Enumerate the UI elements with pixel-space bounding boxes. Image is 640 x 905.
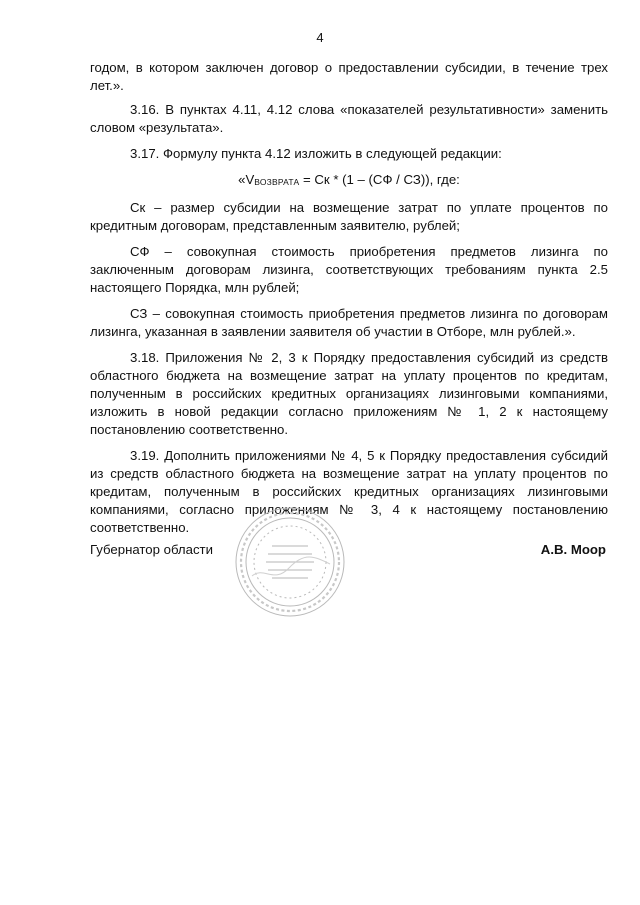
paragraph-3-18: 3.18. Приложения № 2, 3 к Порядку предоставления субсидий из средств областного бюджета на возмещение затрат на уплату процентов по кредитам, полученным в российских кредитных организациях лизинговыми компаниями, изложить в новой редакции согласно приложениям № 1, 2 к настоящему постановлению соответственно. bbox=[90, 350, 608, 437]
document-body bbox=[90, 59, 608, 545]
definition-sz: СЗ – совокупная стоимость приобретения предметов лизинга по договорам лизинга, указанная в заявлении заявителя об участии в Отборе, млн рублей.». bbox=[90, 306, 608, 339]
signature-row bbox=[90, 542, 606, 566]
signatory-name: А.В. Моор bbox=[540, 542, 606, 557]
paragraph-3-17: 3.17. Формулу пункта 4.12 изложить в следующей редакции: bbox=[130, 146, 502, 161]
definition-sf: СФ – совокупная стоимость приобретения предметов лизинга по заключенным договорам лизинга, соответствующих требованиям пункта 2.5 настоящего Порядка, млн рублей; bbox=[90, 244, 608, 295]
formula-prefix: «V bbox=[238, 172, 255, 187]
page-number: 4 bbox=[316, 30, 324, 45]
formula-rest: = Ск * (1 – (СФ / СЗ)), где: bbox=[299, 172, 460, 187]
definition-sk: Ск – размер субсидии на возмещение затрат по уплате процентов по кредитным договорам, представленным заявителю, рублей; bbox=[90, 200, 608, 233]
paragraph-continuation: годом, в котором заключен договор о предоставлении субсидии, в течение трех лет.». bbox=[90, 60, 608, 93]
formula-subscript: ВОЗВРАТА bbox=[254, 177, 300, 187]
paragraph-3-19: 3.19. Дополнить приложениями № 4, 5 к Порядку предоставления субсидий из средств областного бюджета на возмещение затрат на уплату процентов по кредитам, полученным в российских кредитных организациях лизинговыми компаниями, согласно приложениям № 3, 4 к настоящему постановлению соответственно. bbox=[90, 448, 608, 535]
paragraph-3-16: 3.16. В пунктах 4.11, 4.12 слова «показателей результативности» заменить словом «результата». bbox=[90, 102, 608, 135]
formula-line bbox=[90, 171, 608, 191]
signatory-position: Губернатор области bbox=[90, 542, 213, 557]
